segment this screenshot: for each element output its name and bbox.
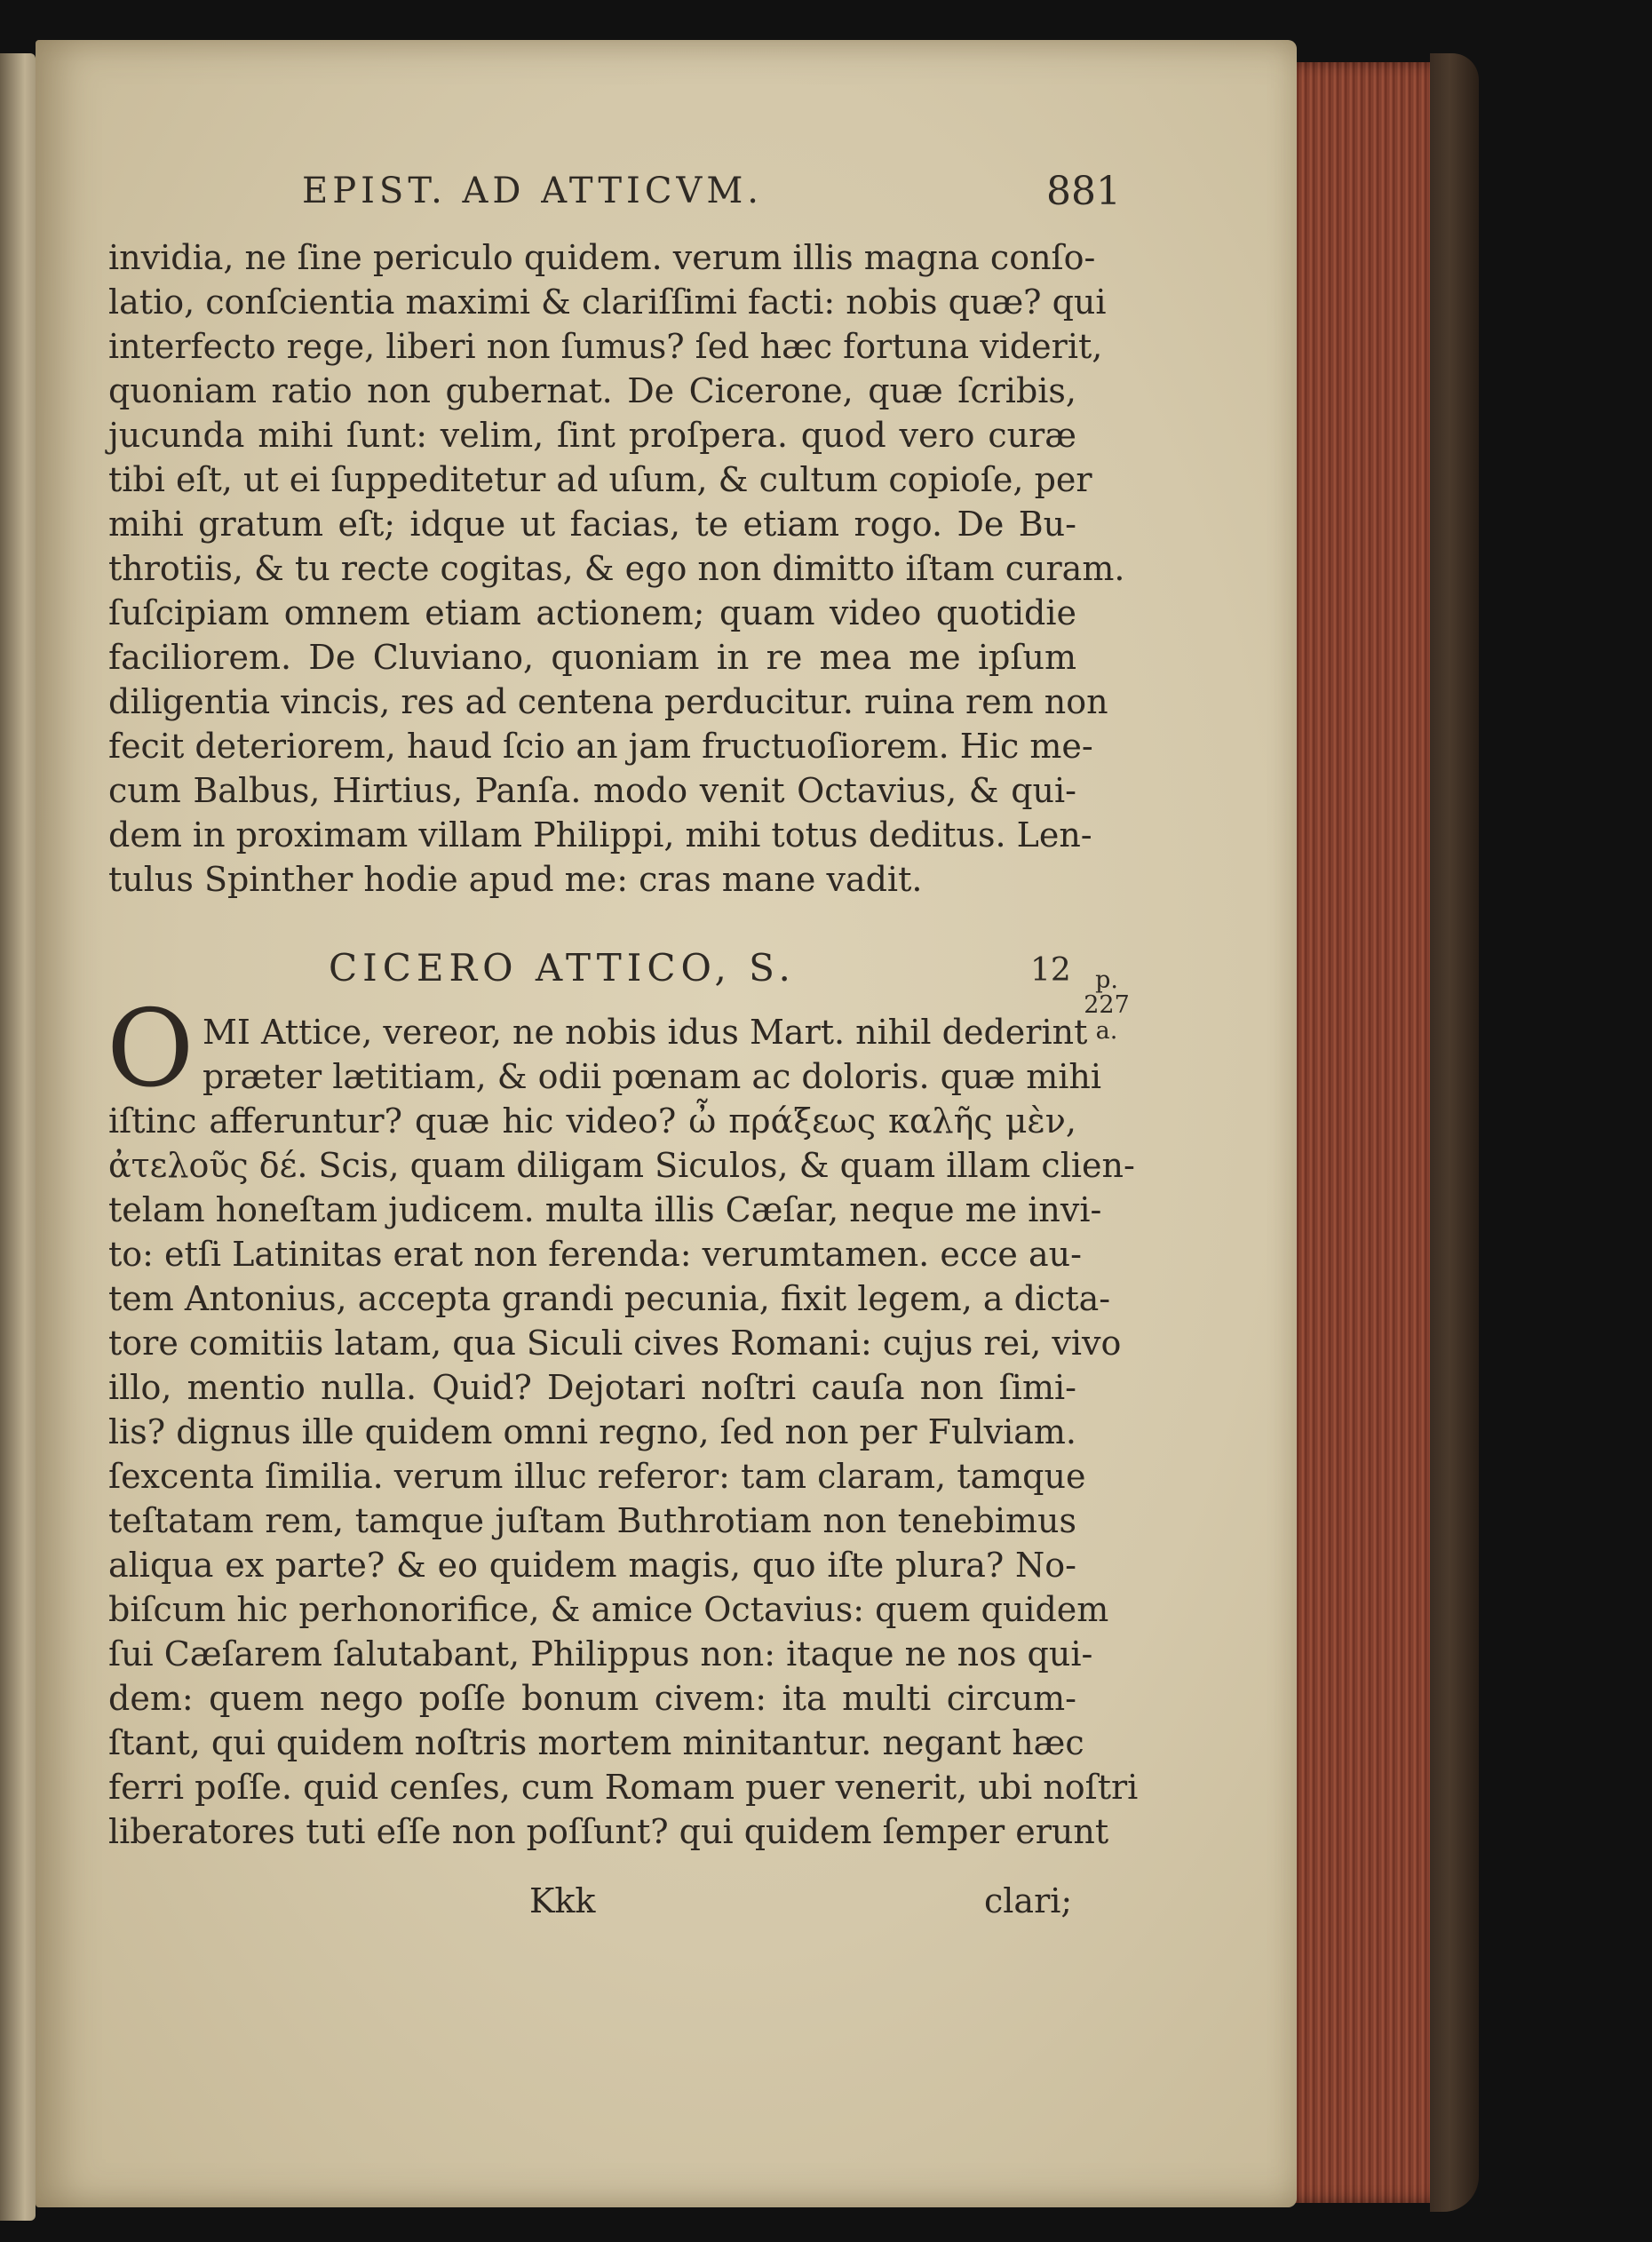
text-line: fecit deteriorem, haud ſcio an jam fructuoſiorem. Hic me-	[108, 727, 1093, 766]
text-line: jucunda mihi ſunt: velim, ſint proſpera. quod vero curæ	[108, 416, 1076, 455]
text-line: aliqua ex parte? & eo quidem magis, quo iſte plura? No-	[108, 1546, 1076, 1585]
text-line: cum Balbus, Hirtius, Panſa. modo venit Octavius, & qui-	[108, 771, 1076, 810]
text-line: dem: quem nego poſſe bonum civem: ita multi circum-	[108, 1679, 1076, 1718]
text-line: biſcum hic perhonorifice, & amice Octavius: quem quidem	[108, 1590, 1109, 1629]
text-line: ἀτελοῦς δέ. Scis, quam diligam Siculos, & quam illam clien-	[108, 1146, 1135, 1185]
text-line: ferri poſſe. quid cenſes, cum Romam puer venerit, ubi noſtri	[108, 1768, 1139, 1807]
margin-reference	[1082, 968, 1132, 1044]
text-line: mihi gratum eſt; idque ut facias, te etiam rogo. De Bu-	[108, 505, 1076, 544]
signature-mark: Kkk	[529, 1881, 596, 1920]
text-line: invidia, ne ſine periculo quidem. verum illis magna conſo-	[108, 238, 1096, 277]
text-line: quoniam ratio non gubernat. De Cicerone, quæ ſcribis,	[108, 371, 1076, 410]
running-head: EPIST. AD ATTICVM.	[302, 171, 763, 211]
letter-heading: CICERO ATTICO, S.	[329, 946, 796, 990]
text-line: tem Antonius, accepta grandi pecunia, fixit legem, a dicta-	[108, 1279, 1111, 1318]
catchword: clari;	[984, 1881, 1073, 1920]
letter-number: 12	[1030, 952, 1071, 989]
text-line: lis? dignus ille quidem omni regno, ſed non per Fulviam.	[108, 1412, 1076, 1451]
text-line: telam honeſtam judicem. multa illis Cæſar, neque me invi-	[108, 1190, 1102, 1229]
text-line: diligentia vincis, res ad centena perducitur. ruina rem non	[108, 682, 1108, 721]
text-line: tibi eſt, ut ei ſuppeditetur ad uſum, & cultum copioſe, per	[108, 460, 1092, 499]
text-line: illo, mentio nulla. Quid? Dejotari noſtri cauſa non ſimi-	[108, 1368, 1076, 1407]
text-line: interfecto rege, liberi non ſumus? ſed hæc fortuna viderit,	[108, 327, 1103, 366]
book-cover-edge	[1430, 53, 1479, 2212]
margin-ref-line: 227	[1084, 991, 1130, 1020]
text-line: præter lætitiam, & odii pœnam ac doloris. quæ mihi	[203, 1057, 1102, 1096]
page-number: 881	[1046, 169, 1121, 214]
text-line: ſtant, qui quidem noſtris mortem minitantur. negant hæc	[108, 1723, 1084, 1762]
text-line: iſtinc afferuntur? quæ hic video? ὦ πράξεως καλῆς μὲν,	[108, 1101, 1076, 1141]
text-line: liberatores tuti eſſe non poſſunt? qui quidem ſemper erunt	[108, 1812, 1109, 1851]
facing-page-edge	[0, 53, 36, 2221]
text-line: teſtatam rem, tamque juſtam Buthrotiam non tenebimus	[108, 1501, 1076, 1540]
text-line: ſuſcipiam omnem etiam actionem; quam video quotidie	[108, 593, 1076, 632]
drop-cap: O	[107, 988, 195, 1111]
text-line: dem in proximam villam Philippi, mihi totus deditus. Len-	[108, 815, 1092, 855]
margin-ref-line: a.	[1095, 1016, 1118, 1045]
text-line: ſui Cæſarem ſalutabant, Philippus non: itaque ne nos qui-	[108, 1634, 1093, 1674]
margin-ref-line: p.	[1095, 966, 1118, 994]
text-line: tore comitiis latam, qua Siculi cives Romani: cujus rei, vivo	[108, 1324, 1122, 1363]
text-line: latio, conſcientia maximi & clariſſimi facti: nobis quæ? qui	[108, 282, 1107, 322]
text-line: throtiis, & tu recte cogitas, & ego non dimitto iſtam curam.	[108, 549, 1125, 588]
text-line: ſexcenta ſimilia. verum illuc referor: tam claram, tamque	[108, 1457, 1086, 1496]
text-line: to: etſi Latinitas erat non ferenda: verumtamen. ecce au-	[108, 1235, 1082, 1274]
text-line: MI Attice, vereor, ne nobis idus Mart. nihil dederint	[203, 1013, 1088, 1052]
text-line: tulus Spinther hodie apud me: cras mane vadit.	[108, 860, 923, 899]
text-line: faciliorem. De Cluviano, quoniam in re mea me ipſum	[108, 638, 1076, 677]
